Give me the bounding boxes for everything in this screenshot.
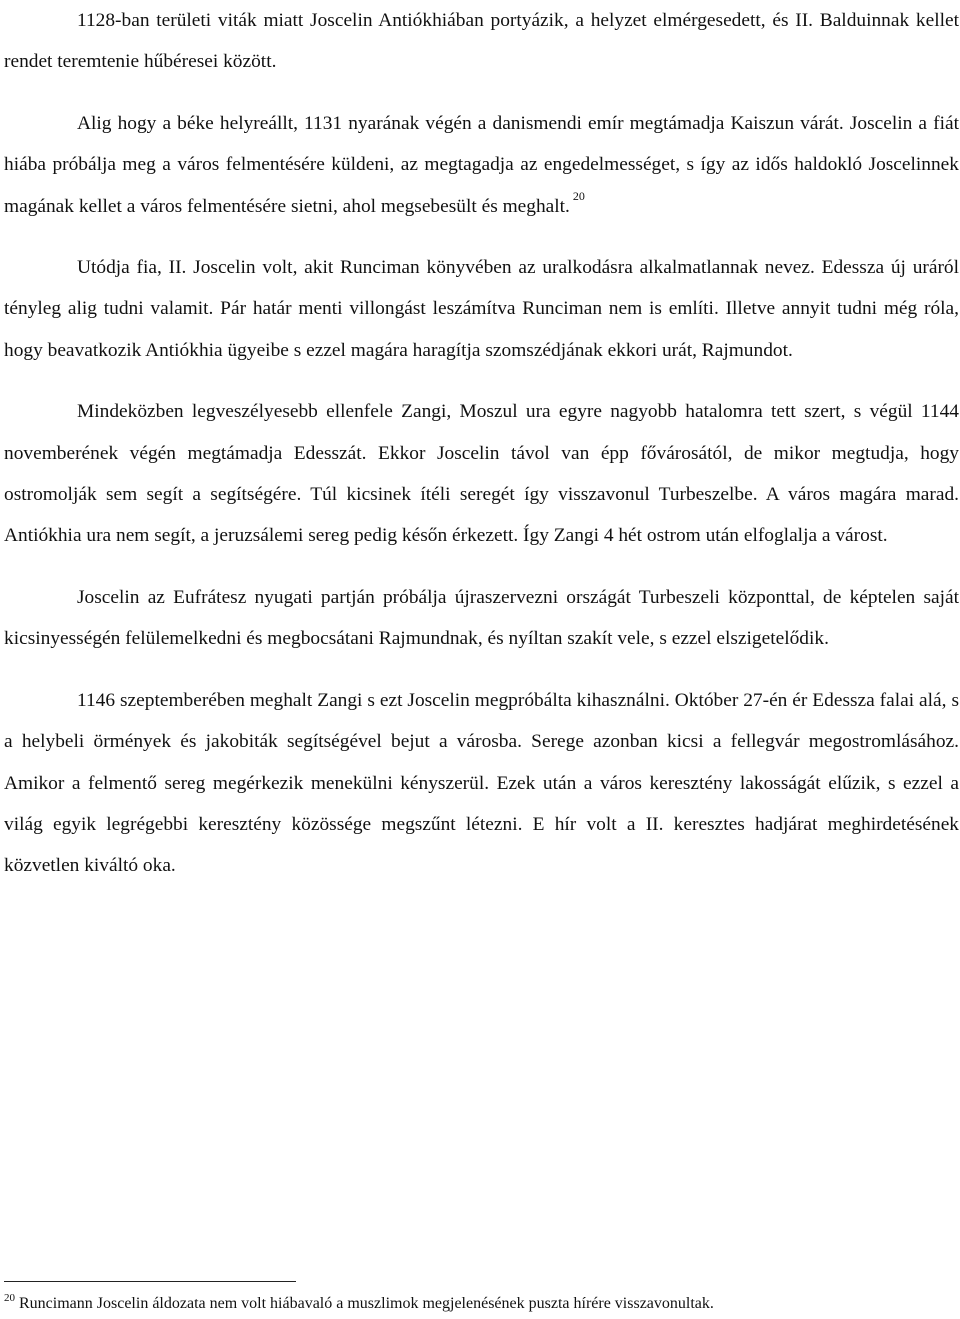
paragraph-2-text: Alig hogy a béke helyreállt, 1131 nyarának végén a danismendi emír megtámadja Kaiszun várát. Joscelin a fiát hiába próbálja meg a város felmentésére küldeni, az megtagadja az engedelmességet, s így az idős haldokló Joscelinnek magának kellet a város felmentésére sietni, ahol megsebesült és meghalt. xyxy=(4,112,959,217)
footnote-text: Runcimann Joscelin áldozata nem volt hiábavaló a muszlimok megjelenésének puszta hírére visszavonultak. xyxy=(19,1295,714,1312)
paragraph-4 xyxy=(4,391,959,557)
paragraph-3-text: Utódja fia, II. Joscelin volt, akit Runciman könyvében az uralkodásra alkalmatlannak nevez. Edessza új uráról tényleg alig tudni valamit. Pár határ menti villongást leszámítva Runciman nem is említi. Illetve annyit tudni még róla, hogy beavatkozik Antiókhia ügyeibe s ezzel magára haragítja szomszédjának ekkori urát, Rajmundot. xyxy=(4,257,959,361)
paragraph-4-text: Mindeközben legveszélyesebb ellenfele Zangi, Moszul ura egyre nagyobb hatalomra tett szert, s végül 1144 novemberének végén megtámadja Edesszát. Ekkor Joscelin távol van épp fővárosától, de mikor megtudja, hogy ostromolják sem segít a segítségére. Túl kicsinek ítéli seregét így visszavonul Turbeszelbe. A város magára marad. Antiókhia ura nem segít, a jeruzsálemi sereg pedig későn érkezett. Így Zangi 4 hét ostrom után elfoglalja a várost. xyxy=(4,401,959,547)
footnote-number: 20 xyxy=(4,1292,15,1304)
paragraph-2 xyxy=(4,103,959,227)
footnote xyxy=(4,1293,959,1316)
paragraph-6-text: 1146 szeptemberében meghalt Zangi s ezt Joscelin megpróbálta kihasználni. Október 27-én ér Edessza falai alá, s a helybeli örmények és jakobiták segítségével bejut a városba. Serege azonban kicsi a fellegvár megostromlásához. Amikor a felmentő sereg megérkezik menekülni kényszerül. Ezek után a város keresztény lakosságát elűzik, s ezzel a világ egyik legrégebbi keresztény közössége megszűnt létezni. E hír volt a II. keresztes hadjárat meghirdetésének közvetlen kiváltó oka. xyxy=(4,689,959,877)
paragraph-1 xyxy=(4,0,959,83)
document-page xyxy=(4,0,959,887)
paragraph-3 xyxy=(4,247,959,371)
paragraph-1-text: 1128-ban területi viták miatt Joscelin Antiókhiában portyázik, a helyzet elmérgesedett, és II. Balduinnak kellet rendet teremtenie hűbéresei között. xyxy=(4,10,959,73)
paragraph-5 xyxy=(4,577,959,660)
paragraph-6 xyxy=(4,680,959,887)
footnote-reference[interactable]: 20 xyxy=(572,188,585,203)
footnote-separator xyxy=(4,1281,296,1282)
paragraph-5-text: Joscelin az Eufrátesz nyugati partján próbálja újraszervezni országát Turbeszeli központtal, de képtelen saját kicsinyességén felülemelkedni és megbocsátani Rajmundnak, és nyíltan szakít vele, s ezzel elszigetelődik. xyxy=(4,586,959,650)
